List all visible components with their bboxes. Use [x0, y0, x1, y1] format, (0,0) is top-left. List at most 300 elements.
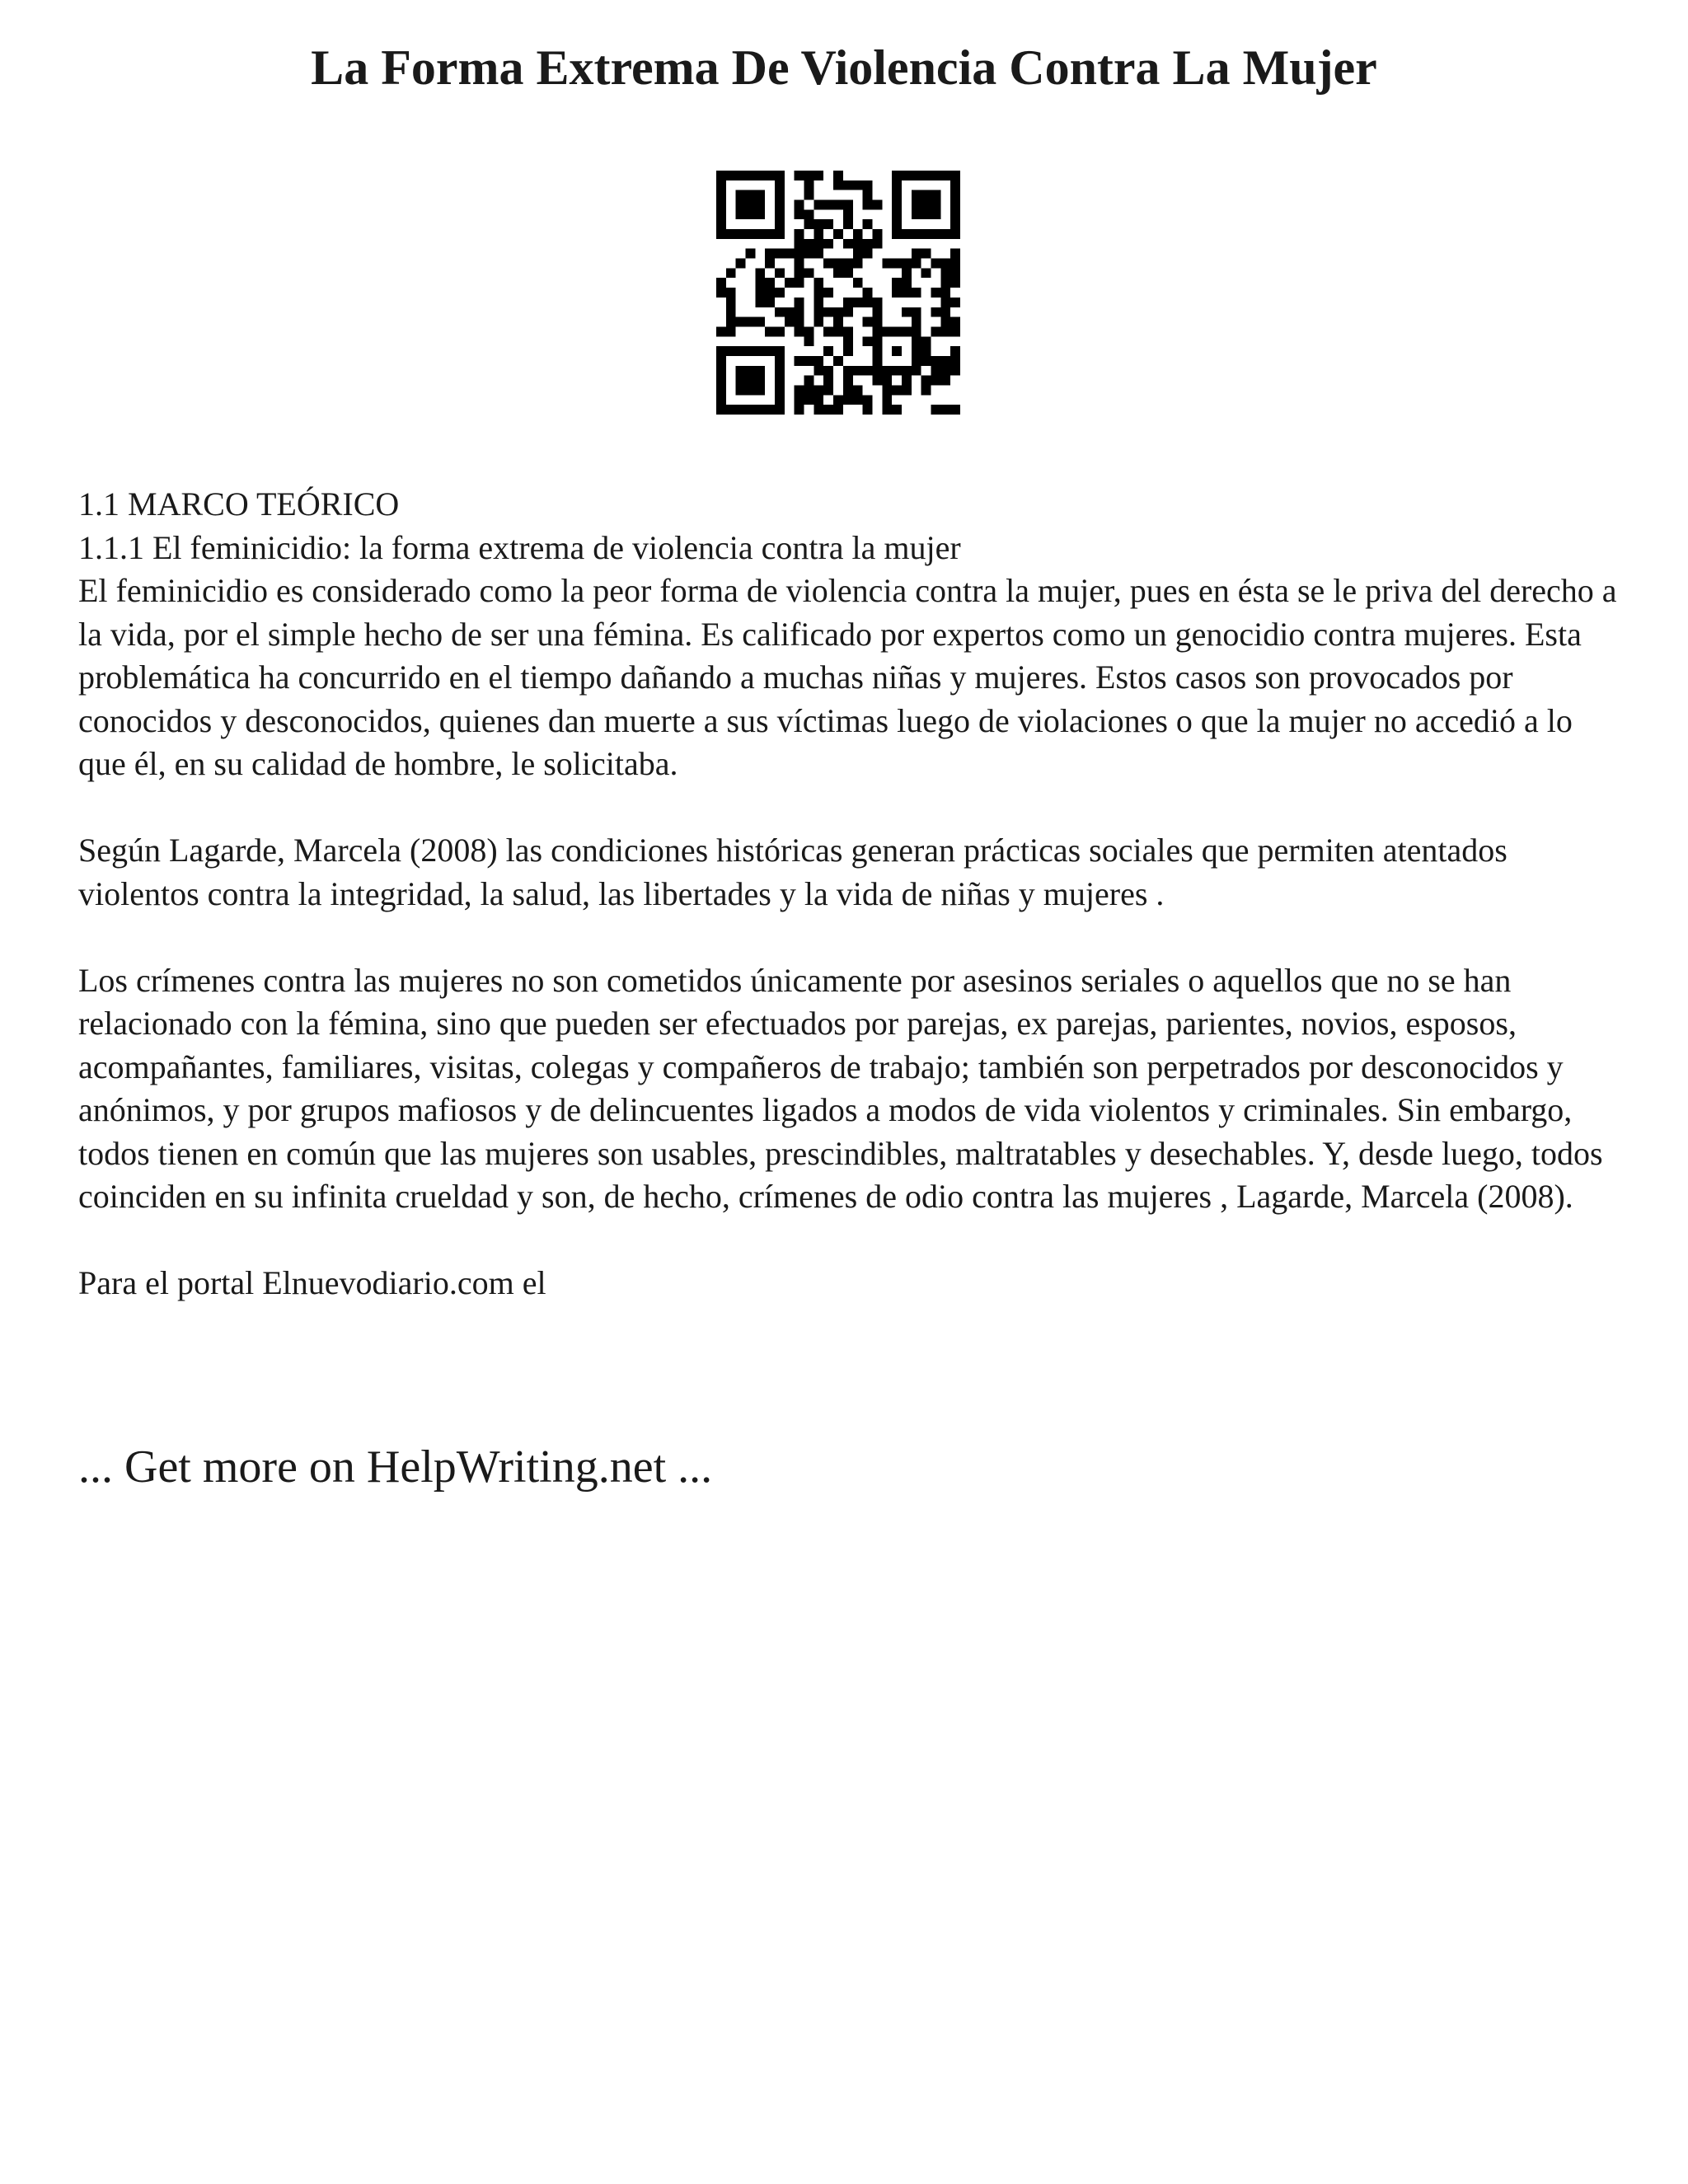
qr-module: [795, 268, 804, 278]
qr-module: [940, 317, 950, 327]
qr-module: [892, 229, 902, 239]
qr-module: [755, 376, 765, 386]
qr-module: [921, 200, 931, 210]
qr-module: [921, 249, 931, 259]
qr-module: [823, 239, 833, 249]
qr-module: [804, 356, 814, 366]
qr-module: [775, 249, 785, 259]
qr-module: [804, 219, 814, 229]
qr-module: [950, 180, 960, 190]
qr-module: [833, 180, 843, 190]
qr-module: [736, 346, 746, 356]
qr-module: [950, 259, 960, 269]
paragraph: Según Lagarde, Marcela (2008) las condiciones históricas generan prácticas sociales que permiten atentados violentos contra la integridad, la salud, las libertades y la vida de niñas y mujeres .: [78, 832, 1507, 912]
qr-module: [882, 376, 892, 386]
qr-module: [940, 405, 950, 415]
qr-module: [804, 395, 814, 405]
paragraph-spacer: [78, 1219, 1628, 1263]
qr-module: [716, 200, 726, 210]
qr-module: [872, 307, 882, 317]
qr-module: [950, 278, 960, 288]
qr-module: [833, 171, 843, 180]
qr-module: [775, 326, 785, 336]
qr-module: [833, 229, 843, 239]
qr-module: [804, 376, 814, 386]
subsection-heading: 1.1.1 El feminicidio: la forma extrema de violencia contra la mujer: [78, 528, 961, 566]
qr-module: [736, 190, 746, 200]
qr-module: [892, 366, 902, 376]
qr-module: [921, 268, 931, 278]
qr-module: [726, 268, 736, 278]
qr-module: [912, 229, 921, 239]
qr-module: [912, 317, 921, 327]
qr-module: [814, 219, 823, 229]
qr-module: [765, 171, 775, 180]
qr-module: [716, 278, 726, 288]
qr-module: [921, 376, 931, 386]
qr-module: [716, 385, 726, 395]
qr-module: [950, 356, 960, 366]
qr-module: [940, 278, 950, 288]
qr-module: [804, 326, 814, 336]
qr-module: [775, 219, 785, 229]
qr-module: [814, 229, 823, 239]
qr-module: [804, 249, 814, 259]
qr-module: [726, 307, 736, 317]
qr-module: [814, 405, 823, 415]
qr-module: [950, 298, 960, 307]
qr-module: [853, 366, 863, 376]
qr-module: [833, 317, 843, 327]
qr-module: [940, 268, 950, 278]
paragraph: Para el portal Elnuevodiario.com el: [78, 1264, 546, 1301]
qr-module: [765, 326, 775, 336]
qr-module: [746, 209, 756, 219]
qr-module: [716, 288, 726, 298]
qr-module: [736, 209, 746, 219]
qr-module: [843, 385, 853, 395]
get-more-link[interactable]: ... Get more on HelpWriting.net ...: [78, 1441, 713, 1493]
qr-module: [940, 366, 950, 376]
qr-module: [902, 259, 912, 269]
qr-module: [755, 317, 765, 327]
qr-module: [863, 298, 873, 307]
qr-module: [755, 209, 765, 219]
qr-module: [863, 180, 873, 190]
qr-module: [804, 171, 814, 180]
qr-module: [863, 317, 873, 327]
qr-module: [795, 239, 804, 249]
qr-module: [804, 268, 814, 278]
qr-module: [872, 298, 882, 307]
qr-module: [931, 190, 940, 200]
qr-module: [902, 229, 912, 239]
qr-module: [746, 385, 756, 395]
qr-module: [912, 288, 921, 298]
qr-module: [853, 229, 863, 239]
qr-module: [931, 356, 940, 366]
qr-module: [765, 288, 775, 298]
qr-module: [814, 366, 823, 376]
qr-module: [765, 249, 775, 259]
qr-module: [872, 229, 882, 239]
qr-module: [863, 239, 873, 249]
qr-module: [716, 405, 726, 415]
qr-module: [795, 171, 804, 180]
qr-module: [823, 366, 833, 376]
qr-module: [940, 298, 950, 307]
qr-module: [950, 200, 960, 210]
qr-module: [795, 405, 804, 415]
qr-module: [795, 278, 804, 288]
qr-module: [736, 376, 746, 386]
qr-module: [931, 259, 940, 269]
qr-module: [950, 346, 960, 356]
qr-module: [746, 376, 756, 386]
qr-module: [843, 376, 853, 386]
qr-module: [765, 229, 775, 239]
qr-module: [843, 395, 853, 405]
qr-module: [931, 200, 940, 210]
qr-module: [863, 190, 873, 200]
qr-module: [931, 405, 940, 415]
qr-module: [736, 200, 746, 210]
paragraph: El feminicidio es considerado como la peor forma de violencia contra la mujer, pues en ésta se le priva del derecho a la vida, por el simple hecho de ser una fémina. Es calificado por expertos como un genocidio contra mujeres. Esta problemática ha concurrido en el tiempo dañando a muchas niñas y mujeres. Estos casos son provocados por conocidos y desconocidos, quienes dan muerte a sus víctimas luego de violaciones o que la mujer no accedió a lo que él, en su calidad de hombre, le solicitaba.: [78, 572, 1617, 782]
qr-module: [843, 307, 853, 317]
qr-module: [716, 395, 726, 405]
qr-module: [902, 376, 912, 386]
qr-module: [902, 326, 912, 336]
qr-module: [795, 229, 804, 239]
qr-module: [775, 385, 785, 395]
qr-module: [863, 405, 873, 415]
qr-module: [833, 395, 843, 405]
qr-module: [863, 366, 873, 376]
qr-module: [775, 356, 785, 366]
qr-module: [843, 346, 853, 356]
qr-module: [853, 298, 863, 307]
qr-module: [902, 366, 912, 376]
qr-module: [882, 405, 892, 415]
qr-module: [902, 268, 912, 278]
qr-module: [892, 326, 902, 336]
qr-module: [843, 180, 853, 190]
qr-module: [746, 366, 756, 376]
qr-module: [755, 278, 765, 288]
qr-module: [843, 268, 853, 278]
qr-module: [716, 326, 726, 336]
qr-module: [902, 278, 912, 288]
qr-module: [755, 385, 765, 395]
qr-module: [931, 288, 940, 298]
qr-module: [785, 317, 795, 327]
qr-module: [814, 200, 823, 210]
qr-module: [785, 307, 795, 317]
qr-module: [804, 385, 814, 395]
qr-module: [746, 171, 756, 180]
qr-module: [795, 395, 804, 405]
qr-module: [726, 326, 736, 336]
qr-module: [755, 288, 765, 298]
qr-module: [823, 288, 833, 298]
qr-module: [950, 190, 960, 200]
qr-module: [882, 259, 892, 269]
qr-module: [843, 200, 853, 210]
qr-module: [716, 171, 726, 180]
qr-module: [863, 288, 873, 298]
qr-module: [882, 326, 892, 336]
qr-module: [940, 229, 950, 239]
qr-module: [823, 346, 833, 356]
qr-module: [940, 376, 950, 386]
qr-module: [795, 259, 804, 269]
qr-module: [912, 336, 921, 346]
qr-module: [950, 171, 960, 180]
qr-module: [950, 249, 960, 259]
qr-module: [804, 190, 814, 200]
qr-module: [775, 209, 785, 219]
qr-module: [863, 336, 873, 346]
paragraph-spacer: [78, 786, 1628, 830]
qr-module: [814, 171, 823, 180]
qr-module: [716, 209, 726, 219]
qr-module: [814, 249, 823, 259]
qr-module: [912, 209, 921, 219]
qr-module: [853, 249, 863, 259]
qr-module: [726, 288, 736, 298]
qr-module: [795, 249, 804, 259]
qr-module: [726, 298, 736, 307]
qr-module: [863, 200, 873, 210]
qr-module: [872, 326, 882, 336]
qr-module: [863, 395, 873, 405]
qr-module: [765, 278, 775, 288]
qr-module: [823, 405, 833, 415]
qr-module: [892, 190, 902, 200]
qr-module: [843, 298, 853, 307]
qr-module: [814, 239, 823, 249]
qr-module: [775, 171, 785, 180]
qr-module: [863, 219, 873, 229]
qr-module: [823, 219, 833, 229]
qr-module: [833, 307, 843, 317]
qr-module: [736, 317, 746, 327]
qr-module: [746, 200, 756, 210]
qr-module: [921, 385, 931, 395]
qr-module: [892, 346, 902, 356]
qr-module: [833, 326, 843, 336]
qr-module: [775, 268, 785, 278]
qr-module: [872, 346, 882, 356]
qr-module: [823, 376, 833, 386]
qr-module: [804, 336, 814, 346]
qr-module: [795, 200, 804, 210]
qr-module: [833, 259, 843, 269]
qr-module: [940, 171, 950, 180]
qr-module: [736, 385, 746, 395]
qr-module: [775, 405, 785, 415]
qr-module: [775, 288, 785, 298]
qr-module: [823, 259, 833, 269]
qr-module: [746, 346, 756, 356]
qr-module: [765, 405, 775, 415]
qr-module: [853, 180, 863, 190]
qr-module: [755, 268, 765, 278]
qr-module: [726, 229, 736, 239]
qr-module: [833, 356, 843, 366]
qr-module: [950, 209, 960, 219]
qr-module: [755, 405, 765, 415]
qr-module: [736, 259, 746, 269]
qr-module: [775, 190, 785, 200]
qr-module: [736, 405, 746, 415]
qr-module: [804, 239, 814, 249]
qr-module: [892, 209, 902, 219]
qr-module: [814, 356, 823, 366]
qr-module: [833, 200, 843, 210]
qr-module: [775, 366, 785, 376]
qr-module: [775, 395, 785, 405]
qr-module: [726, 405, 736, 415]
qr-module: [716, 219, 726, 229]
qr-module: [716, 376, 726, 386]
qr-module: [736, 366, 746, 376]
qr-module: [716, 346, 726, 356]
qr-module: [775, 229, 785, 239]
qr-module: [912, 171, 921, 180]
qr-module: [940, 307, 950, 317]
qr-module: [755, 229, 765, 239]
qr-module: [872, 200, 882, 210]
qr-module: [882, 395, 892, 405]
qr-module: [814, 307, 823, 317]
qr-module: [716, 180, 726, 190]
qr-module: [921, 346, 931, 356]
qr-module: [843, 209, 853, 219]
paragraph-spacer: [78, 916, 1628, 959]
qr-module: [775, 200, 785, 210]
section-heading: 1.1 MARCO TEÓRICO: [78, 485, 400, 523]
qr-module: [853, 239, 863, 249]
qr-module: [940, 259, 950, 269]
qr-module: [921, 229, 931, 239]
qr-module: [892, 200, 902, 210]
qr-module: [912, 366, 921, 376]
qr-module: [795, 356, 804, 366]
qr-module: [716, 366, 726, 376]
qr-module: [892, 171, 902, 180]
qr-module: [746, 229, 756, 239]
qr-module: [892, 219, 902, 229]
qr-module: [726, 317, 736, 327]
qr-module: [921, 356, 931, 366]
qr-module: [912, 249, 921, 259]
qr-module: [950, 405, 960, 415]
qr-code-icon[interactable]: [716, 171, 960, 415]
qr-module: [950, 326, 960, 336]
qr-module: [921, 190, 931, 200]
qr-module: [912, 259, 921, 269]
qr-module: [902, 307, 912, 317]
qr-module: [872, 376, 882, 386]
qr-module: [765, 346, 775, 356]
qr-module: [814, 395, 823, 405]
qr-module: [912, 346, 921, 356]
qr-module: [872, 239, 882, 249]
qr-module: [892, 278, 902, 288]
qr-module: [765, 259, 775, 269]
qr-module: [843, 366, 853, 376]
qr-module: [755, 366, 765, 376]
qr-module: [775, 307, 785, 317]
qr-module: [902, 385, 912, 395]
qr-module: [843, 239, 853, 249]
qr-module: [892, 288, 902, 298]
qr-module: [716, 356, 726, 366]
qr-module: [775, 346, 785, 356]
qr-module: [736, 229, 746, 239]
qr-module: [902, 171, 912, 180]
qr-module: [746, 249, 756, 259]
qr-module: [775, 180, 785, 190]
document-body: [78, 483, 1628, 1305]
qr-module: [931, 376, 940, 386]
qr-module: [912, 356, 921, 366]
qr-module: [872, 317, 882, 327]
paragraph: Los crímenes contra las mujeres no son cometidos únicamente por asesinos seriales o aquellos que no se han relacionado con la fémina, sino que pueden ser efectuados por parejas, ex parejas, parientes, novios, esposos, acompañantes, familiares, visitas, colegas y compañeros de trabajo; también son perpetrados por desconocidos y anónimos, y por grupos mafiosos y de delincuentes ligados a modos de vida violentos y criminales. Sin embargo, todos tienen en común que las mujeres son usables, prescindibles, maltratables y desechables. Y, desde luego, todos coinciden en su infinita crueldad y son, de hecho, crímenes de odio contra las mujeres , Lagarde, Marcela (2008).: [78, 961, 1603, 1215]
qr-module: [921, 336, 931, 346]
qr-module: [912, 307, 921, 317]
qr-module: [892, 259, 902, 269]
qr-module: [795, 317, 804, 327]
qr-module: [785, 278, 795, 288]
qr-module: [823, 385, 833, 395]
qr-module: [795, 307, 804, 317]
qr-module: [716, 190, 726, 200]
qr-module: [755, 200, 765, 210]
qr-module: [795, 326, 804, 336]
qr-module: [814, 278, 823, 288]
qr-module: [853, 278, 863, 288]
qr-module: [804, 180, 814, 190]
qr-module: [814, 385, 823, 395]
qr-module: [823, 200, 833, 210]
qr-module: [746, 405, 756, 415]
qr-module: [912, 190, 921, 200]
qr-module: [785, 249, 795, 259]
qr-module: [882, 385, 892, 395]
qr-module: [755, 346, 765, 356]
qr-module: [833, 268, 843, 278]
qr-module: [716, 229, 726, 239]
qr-module: [814, 317, 823, 327]
qr-module: [931, 229, 940, 239]
qr-module: [931, 326, 940, 336]
qr-module: [882, 366, 892, 376]
qr-module: [746, 317, 756, 327]
qr-module: [921, 209, 931, 219]
qr-module: [940, 326, 950, 336]
qr-module: [795, 298, 804, 307]
qr-module: [853, 395, 863, 405]
qr-module: [921, 171, 931, 180]
qr-module: [736, 171, 746, 180]
qr-module: [950, 366, 960, 376]
qr-module: [950, 229, 960, 239]
qr-module: [892, 405, 902, 415]
qr-module: [950, 268, 960, 278]
qr-module: [775, 376, 785, 386]
